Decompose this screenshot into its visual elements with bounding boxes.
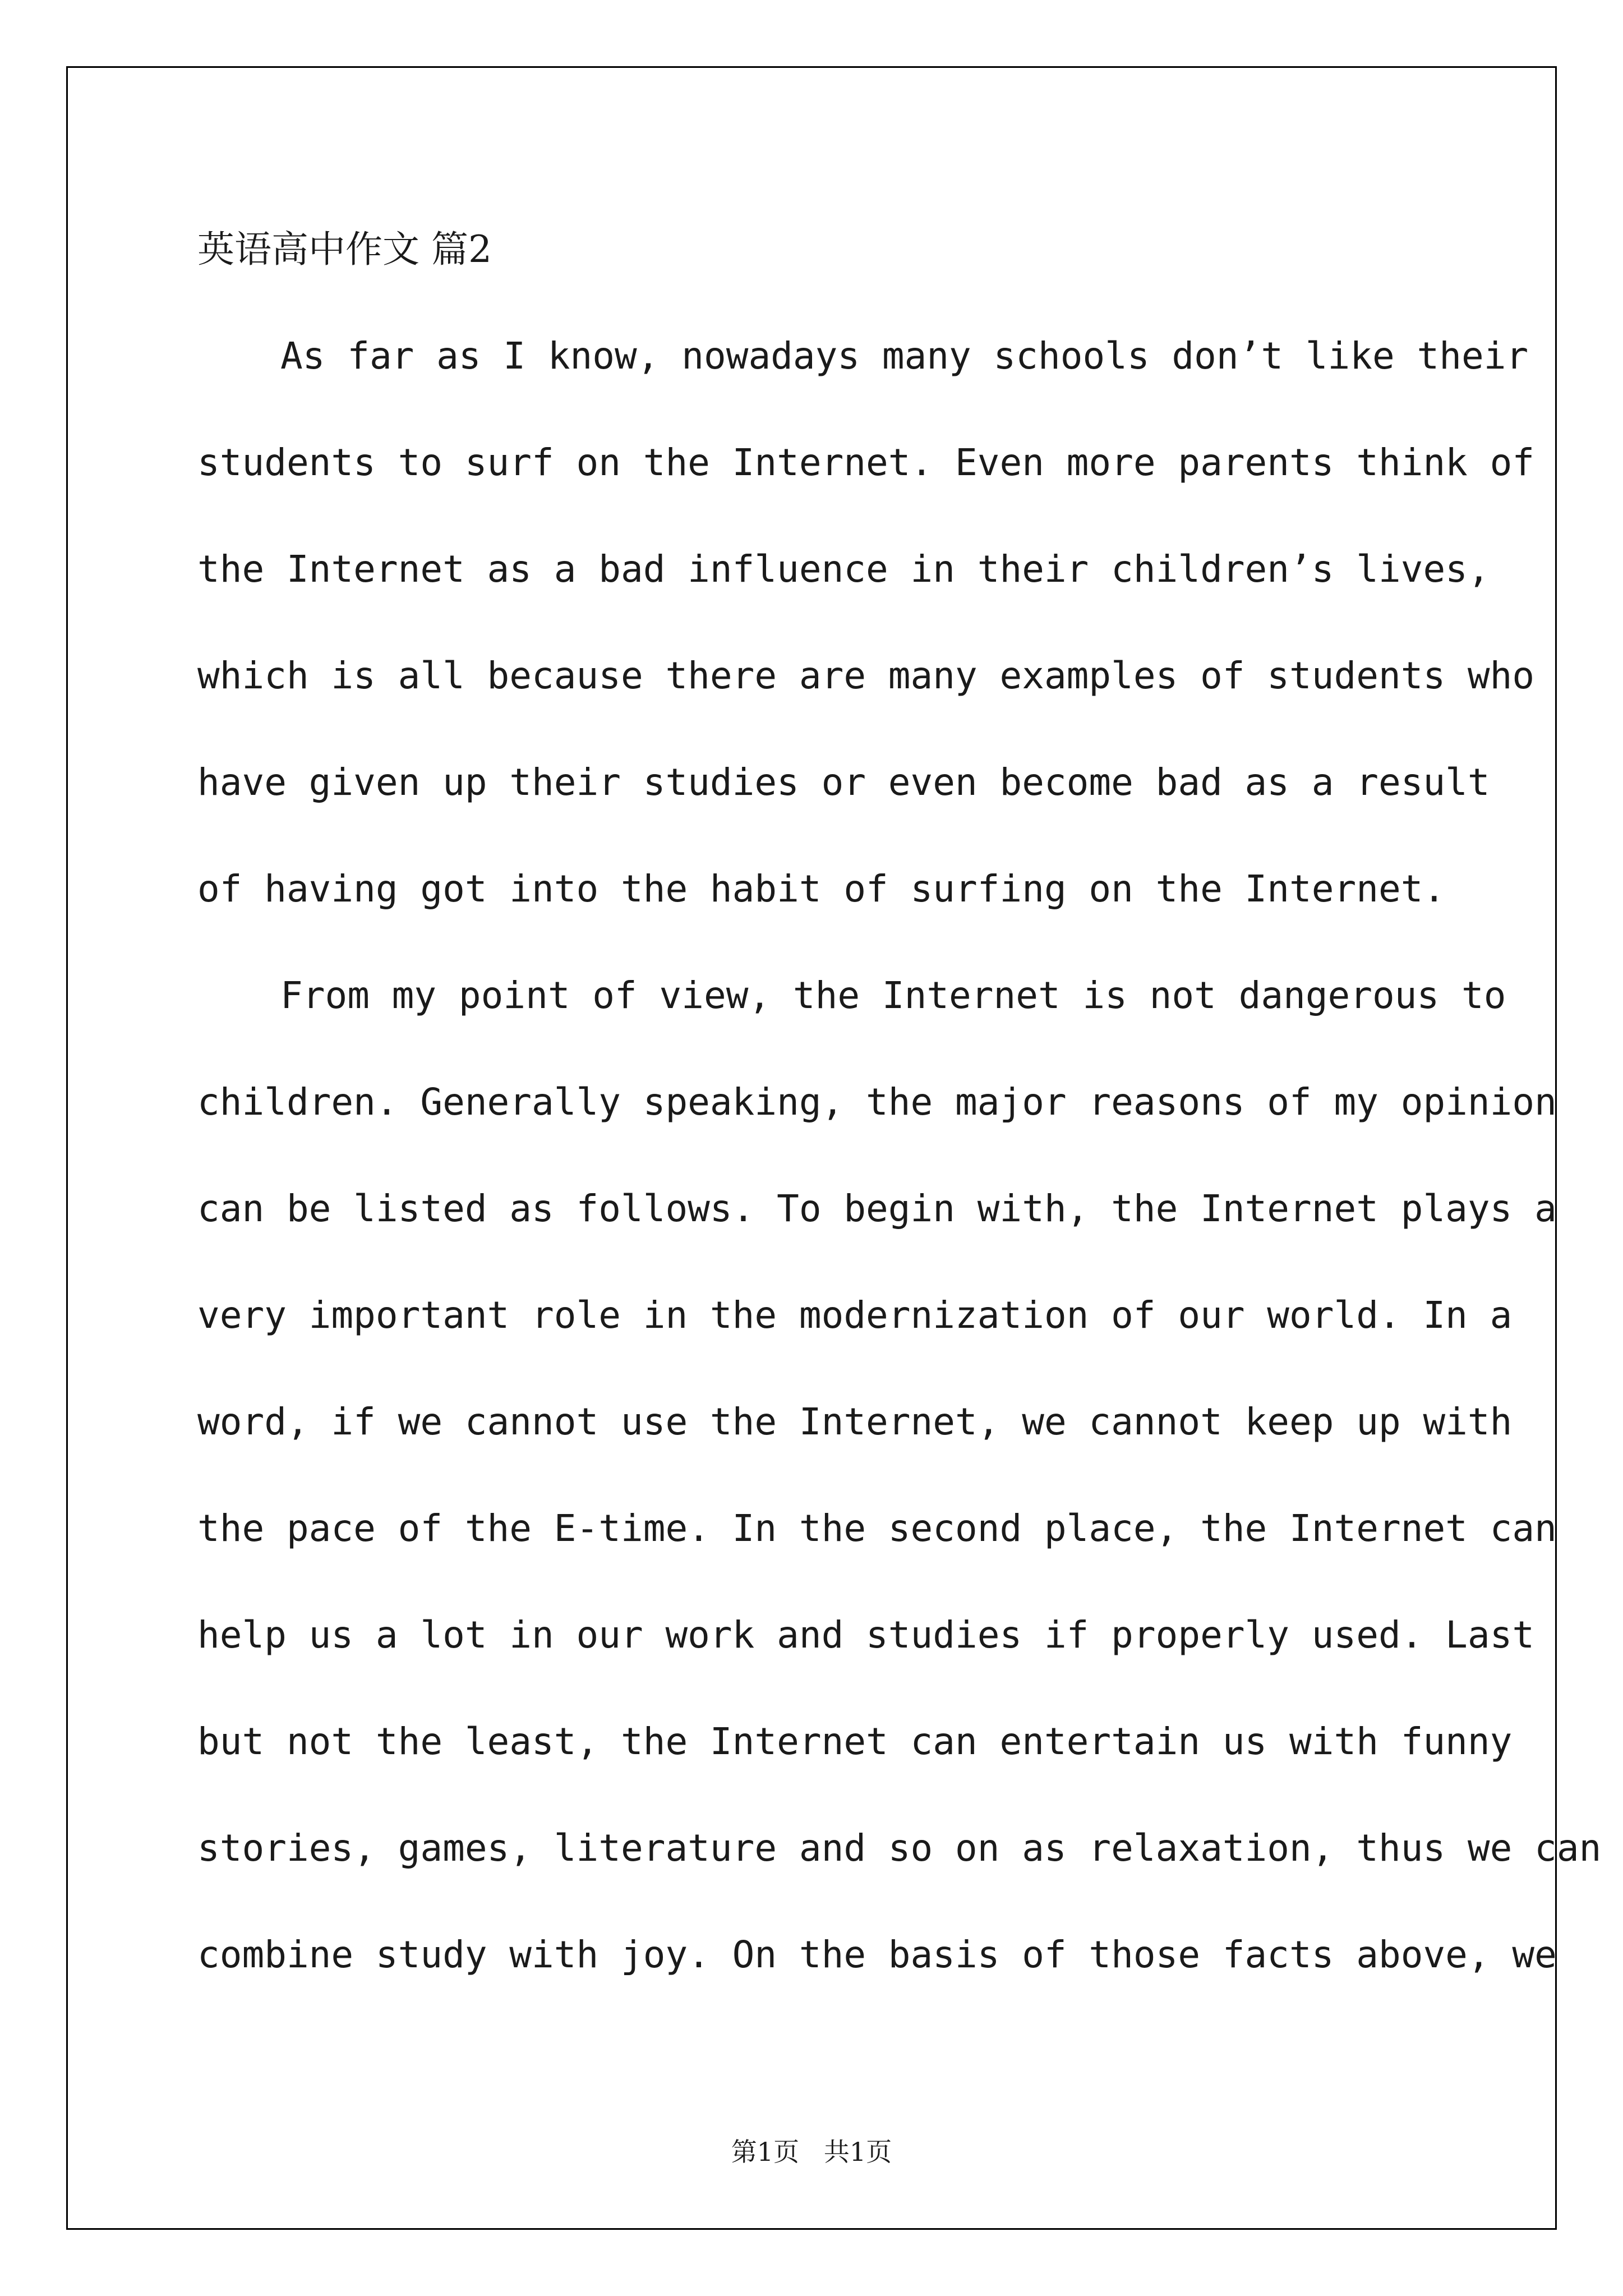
text-line: have given up their studies or even become bad as a result: [197, 761, 1490, 804]
paragraph-1: [197, 303, 1535, 942]
text-line: which is all because there are many examples of students who: [197, 654, 1535, 697]
text-line: help us a lot in our work and studies if properly used. Last: [197, 1613, 1535, 1657]
text-line: the Internet as a bad influence in their children’s lives,: [197, 547, 1490, 591]
text-line: students to surf on the Internet. Even more parents think of: [197, 441, 1535, 484]
document-title: 英语高中作文 篇2: [197, 228, 492, 271]
text-line: the pace of the E-time. In the second place, the Internet can: [197, 1507, 1557, 1550]
text-line: children. Generally speaking, the major reasons of my opinion: [197, 1080, 1557, 1124]
text-line: but not the least, the Internet can entertain us with funny: [197, 1720, 1513, 1763]
text-line: From my point of view, the Internet is not dangerous to: [280, 974, 1506, 1017]
document-body: [197, 196, 1602, 2008]
text-line: stories, games, literature and so on as relaxation, thus we can: [197, 1826, 1602, 1870]
text-line: As far as I know, nowadays many schools don’t like their: [280, 334, 1529, 378]
text-line: word, if we cannot use the Internet, we cannot keep up with: [197, 1400, 1513, 1443]
text-line: can be listed as follows. To begin with, the Internet plays a: [197, 1187, 1557, 1230]
paragraph-2: [197, 942, 1602, 2008]
page-footer: 第1页 共1页: [731, 2137, 892, 2167]
text-line: combine study with joy. On the basis of those facts above, we: [197, 1933, 1557, 1976]
text-line: very important role in the modernization of our world. In a: [197, 1294, 1513, 1337]
text-line: of having got into the habit of surfing on the Internet.: [197, 867, 1446, 910]
